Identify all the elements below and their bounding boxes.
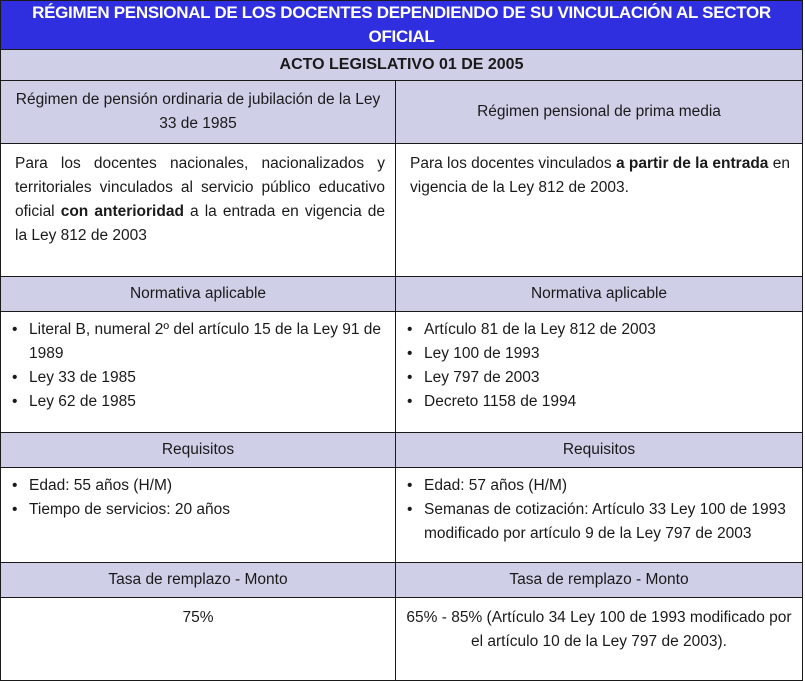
list-item-text: Ley 797 de 2003 (424, 369, 540, 386)
right-description-after: en vigencia de la Ley 812 de 2003. (410, 155, 790, 196)
rate-row (1, 598, 803, 681)
bullet-icon: • (12, 321, 18, 338)
bullet-icon: • (407, 321, 413, 338)
right-description (396, 144, 803, 277)
bullet-icon: • (12, 393, 18, 410)
right-norm-cell (396, 312, 803, 433)
description-row (1, 144, 803, 277)
right-req-cell (396, 468, 803, 563)
list-item (404, 390, 794, 414)
right-regime-heading: Régimen pensional de prima media (396, 81, 803, 144)
list-item (9, 474, 387, 498)
table-subtitle: ACTO LEGISLATIVO 01 DE 2005 (1, 50, 803, 81)
list-item-text: Ley 100 de 1993 (424, 345, 540, 362)
list-item (404, 318, 794, 342)
bullet-icon: • (407, 369, 413, 386)
right-description-before: Para los docentes vinculados (410, 155, 616, 172)
list-item (404, 498, 794, 546)
subtitle-row (1, 50, 803, 81)
list-item (404, 342, 794, 366)
rate-heading-row (1, 563, 803, 598)
title-row (1, 1, 803, 50)
right-description-bold: a partir de la entrada (615, 155, 769, 172)
list-item-text: Artículo 81 de la Ley 812 de 2003 (424, 321, 656, 338)
bullet-icon: • (12, 477, 18, 494)
list-item (9, 498, 387, 522)
left-description (1, 144, 396, 277)
list-item (9, 318, 387, 366)
left-norm-heading: Normativa aplicable (1, 277, 396, 312)
left-req-cell (1, 468, 396, 563)
list-item-text: Decreto 1158 de 1994 (424, 393, 577, 410)
right-norm-list (404, 318, 794, 414)
norm-list-row (1, 312, 803, 433)
list-item-text: Tiempo de servicios: 20 años (29, 501, 231, 518)
list-item-text: Semanas de cotización: Artículo 33 Ley 100 de 1993 modificado por artículo 9 de la Ley 797 de 2003 (424, 501, 786, 542)
list-item (404, 474, 794, 498)
list-item-text: Ley 33 de 1985 (29, 369, 136, 386)
right-rate-heading: Tasa de remplazo - Monto (396, 563, 803, 598)
right-req-list (404, 474, 794, 546)
bullet-icon: • (12, 501, 18, 518)
right-req-heading: Requisitos (396, 433, 803, 468)
left-description-before: Para los docentes nacionales, nacionalizados y territoriales vinculados al servicio público educativo oficial (15, 155, 385, 220)
bullet-icon: • (12, 369, 18, 386)
list-item-text: Edad: 57 años (H/M) (424, 477, 568, 494)
list-item-text: Ley 62 de 1985 (29, 393, 136, 410)
left-rate-heading: Tasa de remplazo - Monto (1, 563, 396, 598)
left-norm-list (9, 318, 387, 414)
left-norm-cell (1, 312, 396, 433)
table-title: RÉGIMEN PENSIONAL DE LOS DOCENTES DEPENDIENDO DE SU VINCULACIÓN AL SECTOR OFICIAL (1, 1, 803, 50)
norm-heading-row (1, 277, 803, 312)
list-item (9, 366, 387, 390)
left-description-after: a la entrada en vigencia de la Ley 812 de 2003 (15, 203, 386, 244)
list-item (404, 366, 794, 390)
requirements-row (1, 468, 803, 563)
right-norm-heading: Normativa aplicable (396, 277, 803, 312)
bullet-icon: • (407, 393, 413, 410)
bullet-icon: • (407, 501, 413, 518)
right-rate-value: 65% - 85% (Artículo 34 Ley 100 de 1993 modificado por el artículo 10 de la Ley 797 de 2003). (396, 598, 803, 681)
left-regime-heading: Régimen de pensión ordinaria de jubilación de la Ley 33 de 1985 (1, 81, 396, 144)
list-item-text: Edad: 55 años (H/M) (29, 477, 173, 494)
bullet-icon: • (407, 477, 413, 494)
list-item (9, 390, 387, 414)
requirements-heading-row (1, 433, 803, 468)
list-item-text: Literal B, numeral 2º del artículo 15 de la Ley 91 de 1989 (29, 321, 382, 362)
left-req-list (9, 474, 387, 522)
regime-heading-row (1, 81, 803, 144)
left-description-bold: con anterioridad (60, 203, 184, 220)
left-req-heading: Requisitos (1, 433, 396, 468)
left-rate-value: 75% (1, 598, 396, 681)
bullet-icon: • (407, 345, 413, 362)
